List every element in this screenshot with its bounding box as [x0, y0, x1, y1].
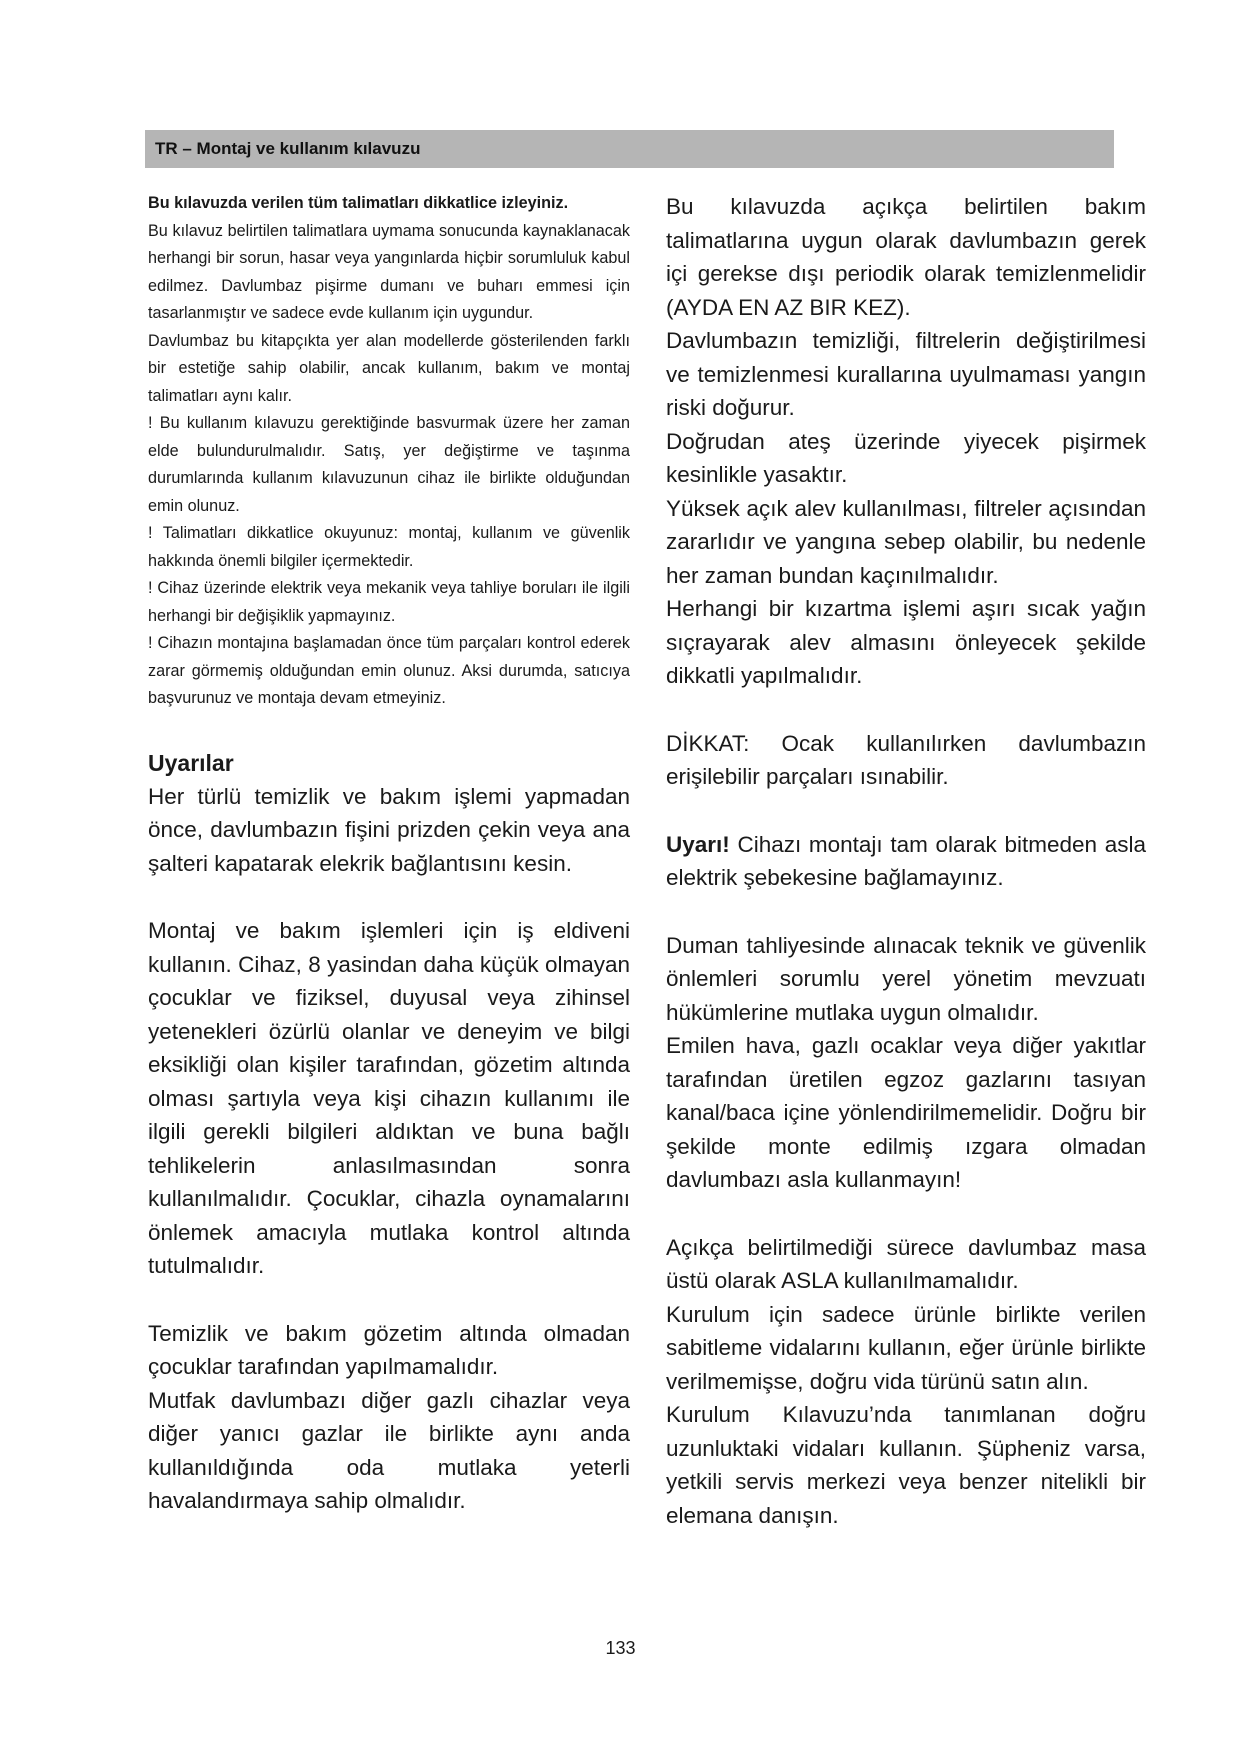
warning-paragraph-1: Her türlü temizlik ve bakım işlemi yapmadan önce, davlumbazın fişini prizden çekin veya ana şalteri kapatarak elekrik bağlantısını kesin.: [148, 783, 630, 876]
open-flame-paragraph: Yüksek açık alev kullanılması, filtreler açısından zararlıdır ve yangına sebep olabilir, bu nedenle her zaman bundan kaçınılmalıdır.: [666, 495, 1146, 588]
section-title: TR – Montaj ve kullanım kılavuzu: [155, 139, 421, 158]
fixing-screws-paragraph: Kurulum için sadece ürünle birlikte verilen sabitleme vidalarını kullanın, eğer ürünle birlikte verilmemişse, doğru vida türünü satın alın.: [666, 1301, 1146, 1394]
left-column: [148, 190, 630, 1518]
warning-paragraph-4: Mutfak davlumbazı diğer gazlı cihazlar veya diğer yanıcı gazlar ile birlikte aynı anda kullanıldığında oda mutlaka yeterli havalandırmaya sahip olmalıdır.: [148, 1387, 630, 1513]
filter-cleaning-paragraph: Davlumbazın temizliği, filtrelerin değiştirilmesi ve temizlenmesi kurallarına uyulmaması yangın riski doğurur.: [666, 328, 1146, 420]
attention-paragraph: DİKKAT: Ocak kullanılırken davlumbazın erişilebilir parçaları ısınabilir.: [666, 730, 1146, 789]
table-top-paragraph: Açıkça belirtilmediği sürece davlumbaz masa üstü olarak ASLA kullanılmamalıdır.: [666, 1234, 1146, 1293]
intro-paragraph-5: ! Cihaz üzerinde elektrik veya mekanik veya tahliye boruları ile ilgili herhangi bir değişiklik yapmayınız.: [148, 579, 630, 625]
warning-connection-text: Cihazı montajı tam olarak bitmeden asla elektrik şebekesine bağlamayınız.: [666, 831, 1146, 890]
page-number: 133: [605, 1638, 636, 1658]
screw-length-paragraph: Kurulum Kılavuzu’nda tanımlanan doğru uzunluktaki vidaları kullanın. Şüpheniz varsa, yetkili servis merkezi veya benzer nitelikli bir elemana danışın.: [666, 1402, 1146, 1528]
intro-paragraph-4: ! Talimatları dikkatlice okuyunuz: montaj, kullanım ve güvenlik hakkında önemli bilgiler içermektedir.: [148, 524, 630, 570]
warning-paragraph-2: Montaj ve bakım işlemleri için iş eldiveni kullanın. Cihaz, 8 yasindan daha küçük olmayan çocuklar ve fiziksel, duyusal veya zihinsel yetenekleri özürlü olanlar ve deneyim ve bilgi eksikliği olan kişiler tarafından, gözetim altında olması şartıyla veya kişi cihazın kullanımı ile ilgili gerekli bilgileri aldıktan ve buna bağlı tehlikelerin anlasılmasından sonra kullanılmalıdır. Çocuklar, cihazla oynamalarını önlemek amacıyla mutlaka kontrol altında tutulmalıdır.: [148, 918, 630, 1278]
maintenance-paragraph: Bu kılavuzda açıkça belirtilen bakım talimatlarına uygun olarak davlumbazın gerek içi gerekse dışı periodik olarak temizlenmelidir (AYDA EN AZ BIR KEZ).: [666, 194, 1146, 320]
intro-paragraph-1: Bu kılavuz belirtilen talimatlara uymama sonucunda kaynaklanacak herhangi bir sorun, hasar veya yangınlarda hiçbir sorumluluk kabul edilmez. Davlumbaz pişirme dumanı ve buharı emmesi için tasarlanmıştır ve sadece evde kullanım için uygundur.: [148, 221, 630, 322]
intro-bold-instruction: Bu kılavuzda verilen tüm talimatları dikkatlice izleyiniz.: [148, 194, 569, 212]
warnings-heading: Uyarılar: [148, 749, 234, 776]
warning-connection-paragraph: [666, 828, 1146, 895]
intro-paragraph-3: ! Bu kullanım kılavuzu gerektiğinde basvurmak üzere her zaman elde bulundurulmalıdır. Satış, yer değiştirme ve taşınma durumlarında kullanım kılavuzunun cihaz ile birlikte olduğundan emin olunuz.: [148, 414, 630, 515]
smoke-exhaust-paragraph: Duman tahliyesinde alınacak teknik ve güvenlik önlemleri sorumlu yerel yönetim mevzuatı hükümlerine mutlaka uygun olmalıdır.: [666, 932, 1146, 1025]
right-column: [666, 190, 1146, 1532]
intro-paragraph-6: ! Cihazın montajına başlamadan önce tüm parçaları kontrol ederek zarar görmemiş olduğundan emin olunuz. Aksi durumda, satıcıya başvurunuz ve montaja devam etmeyiniz.: [148, 634, 630, 707]
section-header-bar: [145, 130, 1114, 168]
warning-paragraph-3: Temizlik ve bakım gözetim altında olmadan çocuklar tarafından yapılmamalıdır.: [148, 1320, 630, 1379]
intro-paragraph-2: Davlumbaz bu kitapçıkta yer alan modellerde gösterilenden farklı bir estetiğe sahip olabilir, ancak kullanım, bakım ve montaj talimatları aynı kalır.: [148, 331, 630, 405]
direct-fire-paragraph: Doğrudan ateş üzerinde yiyecek pişirmek kesinlikle yasaktır.: [666, 428, 1146, 487]
warning-label: Uyarı!: [666, 831, 730, 857]
exhaust-air-paragraph: Emilen hava, gazlı ocaklar veya diğer yakıtlar tarafından üretilen egzoz gazlarını tasıyan kanal/baca içine yönlendirilmemelidir. Doğru bir şekilde monte edilmiş ızgara olmadan davlumbazı asla kullanmayın!: [666, 1033, 1146, 1192]
frying-paragraph: Herhangi bir kızartma işlemi aşırı sıcak yağın sıçrayarak alev almasını önleyecek şekilde dikkatli yapılmalıdır.: [666, 596, 1146, 688]
